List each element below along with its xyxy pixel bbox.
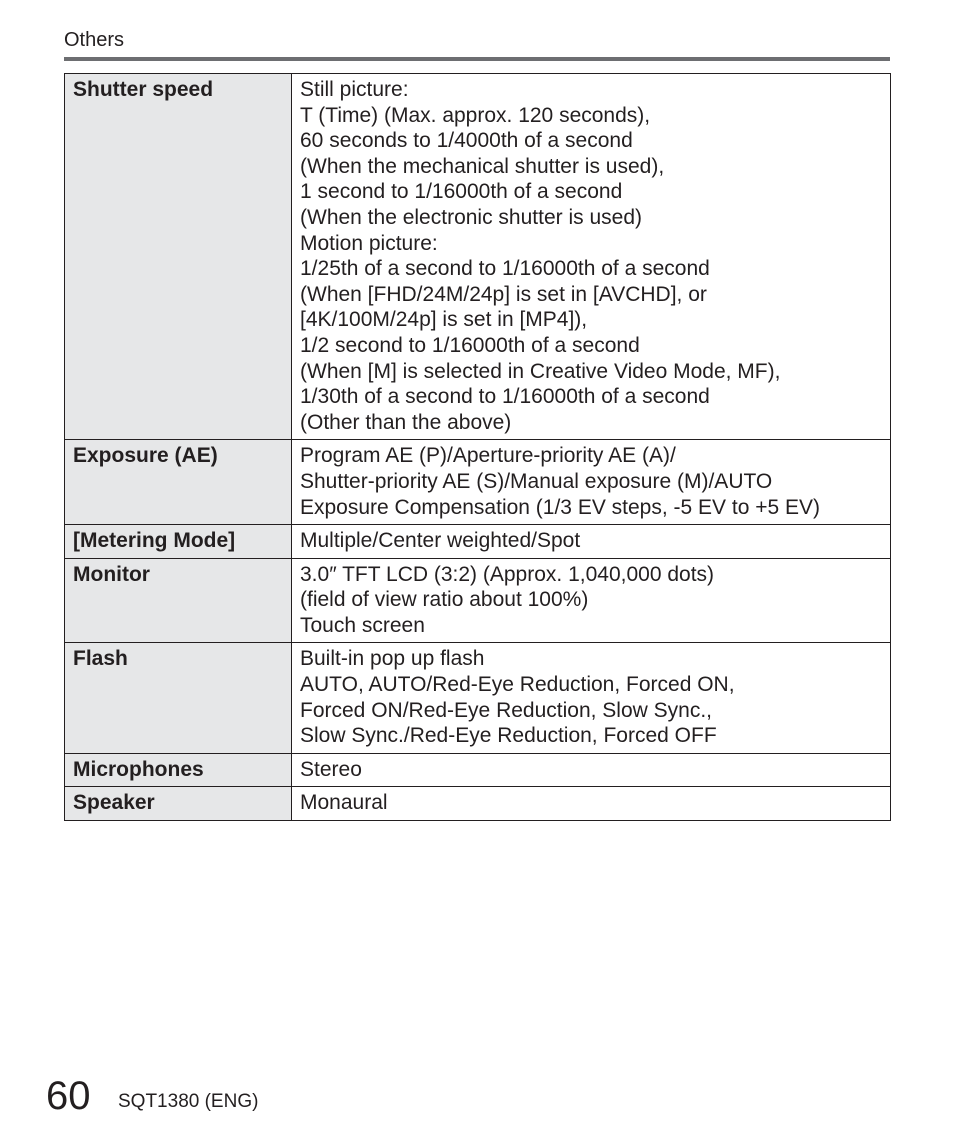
- spec-label: Speaker: [65, 787, 292, 821]
- spec-value-line: Monaural: [300, 791, 388, 815]
- spec-value: [292, 440, 891, 525]
- spec-value-line: Program AE (P)/Aperture-priority AE (A)/: [300, 444, 676, 468]
- spec-value-line: Touch screen: [300, 613, 425, 637]
- spec-row-speaker: [65, 787, 891, 821]
- spec-value-line: Built-in pop up flash: [300, 647, 485, 671]
- spec-value-line: [4K/100M/24p] is set in [MP4]),: [300, 308, 588, 332]
- spec-value-line: 1/30th of a second to 1/16000th of a second: [300, 385, 710, 409]
- spec-value-line: Still picture:: [300, 78, 409, 101]
- spec-value-line: (field of view ratio about 100%): [300, 588, 589, 612]
- spec-row-microphones: [65, 753, 891, 787]
- spec-value: [292, 753, 891, 787]
- spec-value: [292, 787, 891, 821]
- spec-value-line: Motion picture:: [300, 231, 438, 255]
- spec-label: Shutter speed: [65, 74, 292, 440]
- spec-row-exposure: [65, 440, 891, 525]
- spec-label: Exposure (AE): [65, 440, 292, 525]
- spec-row-monitor: [65, 558, 891, 643]
- spec-value-line: Shutter-priority AE (S)/Manual exposure (M)/AUTO: [300, 469, 773, 493]
- spec-value-line: (When the mechanical shutter is used),: [300, 154, 665, 178]
- spec-value-line: 1 second to 1/16000th of a second: [300, 180, 623, 204]
- spec-value-line: T (Time) (Max. approx. 120 seconds),: [300, 103, 651, 127]
- document-code: SQT1380 (ENG): [118, 1091, 259, 1112]
- spec-label: Flash: [65, 643, 292, 753]
- spec-value: [292, 525, 891, 559]
- page-number: 60: [46, 1074, 91, 1118]
- spec-value-line: AUTO, AUTO/Red-Eye Reduction, Forced ON,: [300, 673, 735, 697]
- spec-value-line: Multiple/Center weighted/Spot: [300, 529, 581, 553]
- spec-value-line: 1/25th of a second to 1/16000th of a second: [300, 257, 710, 281]
- spec-value-line: 60 seconds to 1/4000th of a second: [300, 129, 633, 153]
- spec-value: [292, 74, 891, 440]
- section-title: Others: [64, 29, 125, 51]
- spec-label: [Metering Mode]: [65, 525, 292, 559]
- spec-label: Monitor: [65, 558, 292, 643]
- spec-value: [292, 643, 891, 753]
- specifications-table: [64, 73, 891, 821]
- spec-value-line: (When [M] is selected in Creative Video Mode, MF),: [300, 359, 781, 383]
- spec-label: Microphones: [65, 753, 292, 787]
- spec-value-line: (When the electronic shutter is used): [300, 205, 642, 229]
- spec-value-line: 1/2 second to 1/16000th of a second: [300, 333, 640, 357]
- spec-value-line: Slow Sync./Red-Eye Reduction, Forced OFF: [300, 724, 717, 748]
- spec-row-flash: [65, 643, 891, 753]
- spec-row-metering-mode: [65, 525, 891, 559]
- spec-value-line: Stereo: [300, 757, 362, 781]
- spec-value-line: 3.0″ TFT LCD (3:2) (Approx. 1,040,000 dots): [300, 562, 715, 586]
- spec-value-line: Exposure Compensation (1/3 EV steps, -5 EV to +5 EV): [300, 495, 821, 519]
- header-divider: [64, 57, 890, 61]
- spec-value-line: (Other than the above): [300, 410, 512, 434]
- spec-row-shutter-speed: [65, 74, 891, 440]
- spec-value-line: (When [FHD/24M/24p] is set in [AVCHD], or: [300, 282, 707, 306]
- spec-value-line: Forced ON/Red-Eye Reduction, Slow Sync.,: [300, 698, 713, 722]
- spec-value: [292, 558, 891, 643]
